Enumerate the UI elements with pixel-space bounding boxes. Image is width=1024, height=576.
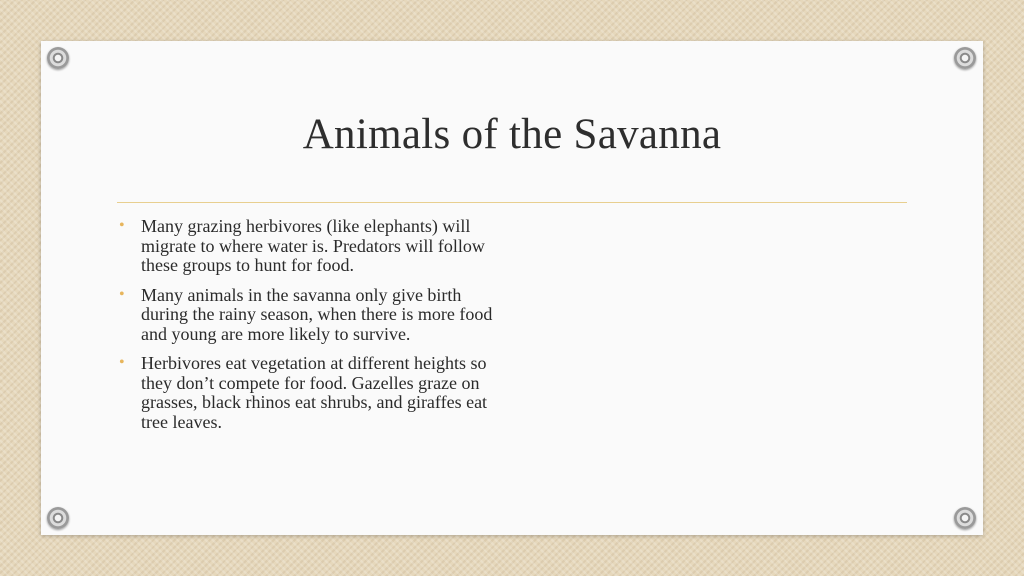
pin-bottom-left-icon — [47, 507, 69, 529]
pin-bottom-right-icon — [954, 507, 976, 529]
bullet-text: Many animals in the savanna only give birth during the rainy season, when there is more food and young are more likely to survive. — [141, 284, 493, 344]
list-item — [119, 354, 499, 432]
pin-top-left-icon — [47, 47, 69, 69]
bullet-list — [119, 217, 499, 442]
bullet-text: Herbivores eat vegetation at different heights so they don’t compete for food. Gazelles graze on grasses, black rhinos eat shrubs, and giraffes eat tree leaves. — [141, 353, 488, 432]
title-divider — [117, 202, 907, 203]
list-item — [119, 286, 499, 345]
list-item — [119, 217, 499, 276]
bullet-icon: • — [119, 285, 125, 303]
bullet-icon: • — [119, 217, 125, 234]
pin-top-right-icon — [954, 47, 976, 69]
bullet-text: Many grazing herbivores (like elephants) will migrate to where water is. Predators will follow these groups to hunt for food. — [141, 216, 485, 275]
slide-card — [41, 41, 983, 535]
slide-title: Animals of the Savanna — [302, 111, 722, 158]
bullet-icon: • — [119, 354, 125, 371]
